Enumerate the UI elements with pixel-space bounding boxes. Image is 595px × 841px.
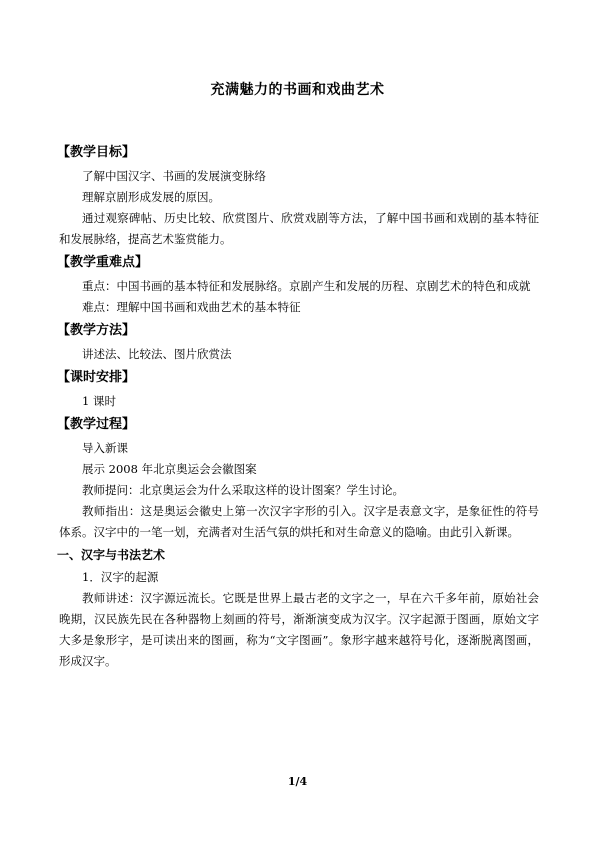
goals-paragraph-3: 通过观察碑帖、历史比较、欣赏图片、欣赏戏剧等方法，了解中国书画和戏剧的基本特征和发展脉络，提高艺术鉴赏能力。 bbox=[59, 211, 539, 246]
section-heading-methods: 【教学方法】 bbox=[57, 323, 136, 338]
page-title: 充满魅力的书画和戏曲艺术 bbox=[210, 82, 385, 98]
goals-paragraph-2: 理解京剧形成发展的原因。 bbox=[82, 190, 220, 204]
section-heading-process: 【教学过程】 bbox=[57, 417, 136, 432]
key-points-paragraph-1: 重点：中国书画的基本特征和发展脉络。京剧产生和发展的历程、京剧艺术的特色和成就 bbox=[82, 279, 531, 293]
methods-paragraph-1: 讲述法、比较法、图片欣赏法 bbox=[82, 347, 232, 361]
process-paragraph-4: 教师指出：这是奥运会徽史上第一次汉字字形的引入。汉字是表意文字，是象征性的符号体系。汉字中的一笔一划，充满者对生活气氛的烘托和对生命意义的隐喻。由此引入新课。 bbox=[59, 504, 539, 539]
section-heading-goals: 【教学目标】 bbox=[57, 145, 136, 160]
section-heading-part1: 一、汉字与书法艺术 bbox=[57, 548, 166, 562]
process-paragraph-3: 教师提问：北京奥运会为什么采取这样的设计图案？学生讨论。 bbox=[82, 483, 404, 497]
section-heading-schedule: 【课时安排】 bbox=[57, 370, 136, 385]
process-paragraph-2: 展示 2008 年北京奥运会会徽图案 bbox=[82, 462, 257, 476]
part1-subheading-1: 1．汉字的起源 bbox=[82, 570, 159, 584]
document-body bbox=[59, 140, 539, 672]
key-points-paragraph-2: 难点：理解中国书画和戏曲艺术的基本特征 bbox=[82, 300, 301, 314]
section-heading-key-points: 【教学重难点】 bbox=[57, 255, 149, 270]
process-paragraph-1: 导入新课 bbox=[82, 441, 128, 455]
goals-paragraph-1: 了解中国汉字、书画的发展演变脉络 bbox=[82, 169, 266, 183]
schedule-paragraph-1: 1 课时 bbox=[82, 394, 116, 408]
page-number: 1/4 bbox=[287, 775, 308, 788]
part1-paragraph-1: 教师讲述：汉字源远流长。它既是世界上最古老的文字之一，早在六千多年前，原始社会晚期，汉民族先民在各种器物上刻画的符号，渐渐演变成为汉字。汉字起源于图画，原始文字大多是象形字，是可读出来的图画，称为“文字图画”。象形字越来越符号化，逐渐脱离图画，形成汉字。 bbox=[59, 591, 539, 668]
